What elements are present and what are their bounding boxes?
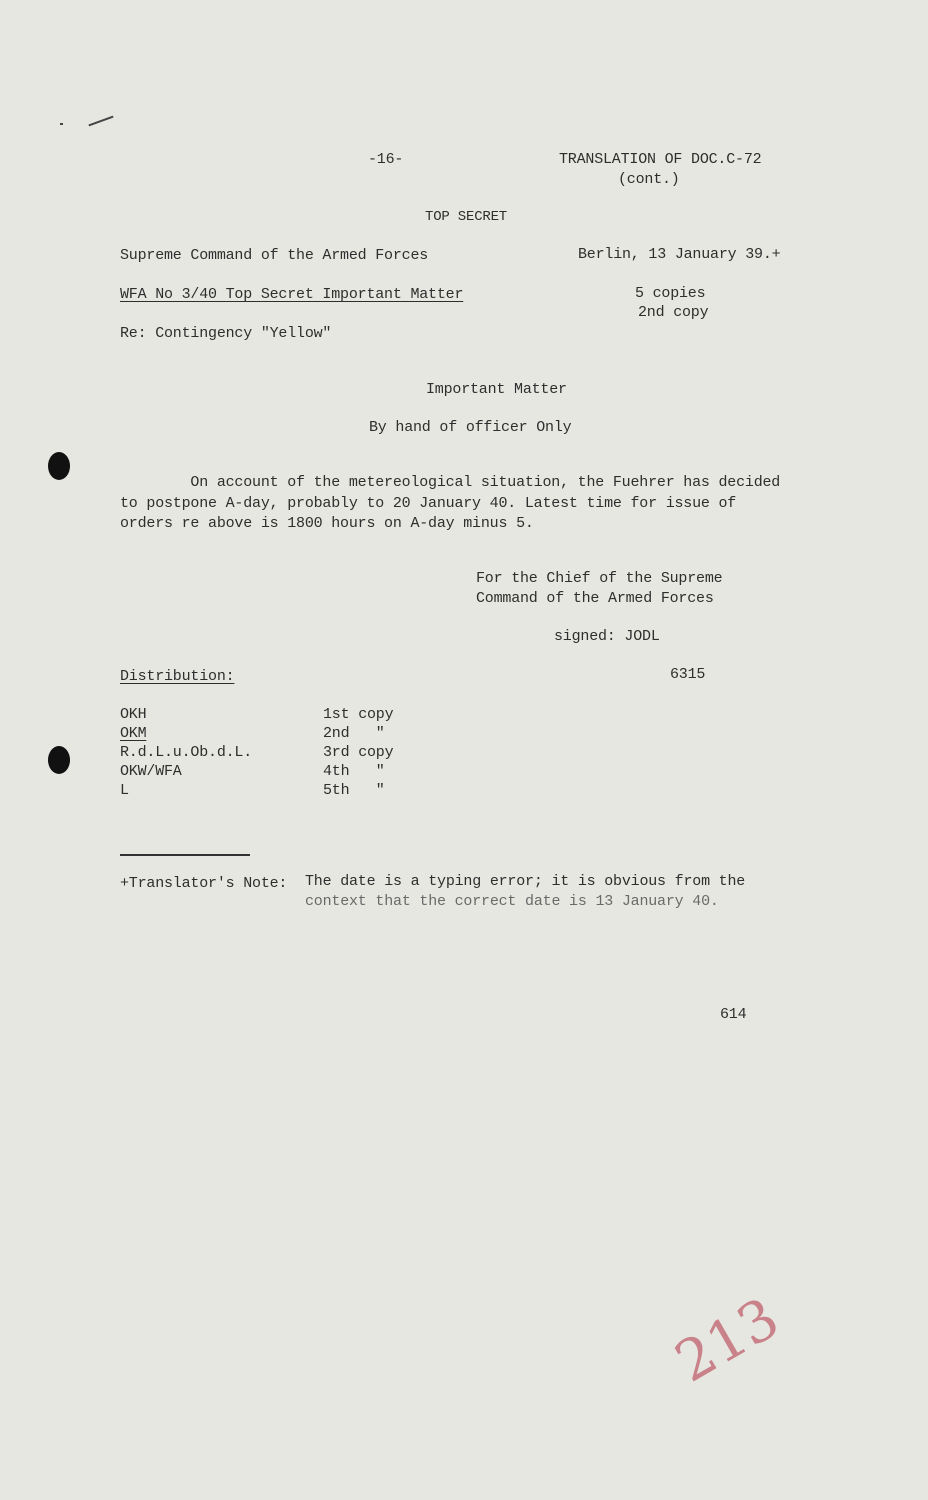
body-line-2: to postpone A-day, probably to 20 January 40. Latest time for issue of — [120, 495, 737, 512]
distribution-recipient: L — [120, 782, 129, 799]
footnote-line-2: context that the correct date is 13 January 40. — [305, 893, 719, 910]
footnote-divider — [120, 854, 250, 856]
copies-count: 5 copies — [635, 285, 706, 302]
distribution-copy: 5th " — [323, 782, 385, 799]
page-marker: -16- — [368, 151, 404, 168]
punch-hole-bottom — [48, 746, 70, 774]
distribution-copy: 1st copy — [323, 706, 394, 723]
distribution-copy: 4th " — [323, 763, 385, 780]
pen-mark-dot — [60, 123, 63, 125]
signature-line-1: For the Chief of the Supreme — [476, 570, 723, 587]
body-line-1: On account of the metereological situation, the Fuehrer has decided — [120, 474, 781, 491]
distribution-label: Distribution: — [120, 668, 235, 685]
place-date: Berlin, 13 January 39.+ — [578, 246, 781, 263]
subject: Re: Contingency "Yellow" — [120, 325, 332, 342]
distribution-recipient: OKH — [120, 706, 147, 723]
copy-number: 2nd copy — [638, 304, 709, 321]
heading-by-hand: By hand of officer Only — [369, 419, 572, 436]
sender: Supreme Command of the Armed Forces — [120, 247, 429, 264]
footnote-line-1: The date is a typing error; it is obvious from the — [305, 873, 746, 890]
signature-line-2: Command of the Armed Forces — [476, 590, 714, 607]
reference-line: WFA No 3/40 Top Secret Important Matter — [120, 286, 464, 303]
body-line-3: orders re above is 1800 hours on A-day minus 5. — [120, 515, 534, 532]
heading-important: Important Matter — [426, 381, 567, 398]
doc-title: TRANSLATION OF DOC.C-72 — [559, 151, 762, 168]
signed-by: signed: JODL — [554, 628, 660, 645]
pen-mark — [88, 116, 113, 127]
footnote-label: +Translator's Note: — [120, 875, 288, 892]
classification: TOP SECRET — [425, 209, 508, 225]
distribution-recipient: OKM — [120, 725, 147, 742]
distribution-recipient: R.d.L.u.Ob.d.L. — [120, 744, 253, 761]
distribution-recipient: OKW/WFA — [120, 763, 182, 780]
page-number: 614 — [720, 1006, 747, 1023]
document-number: 6315 — [670, 666, 706, 683]
punch-hole-top — [48, 452, 70, 480]
distribution-copy: 3rd copy — [323, 744, 394, 761]
doc-title-cont: (cont.) — [618, 171, 680, 188]
handwritten-number: 213 — [664, 1285, 790, 1396]
distribution-copy: 2nd " — [323, 725, 385, 742]
